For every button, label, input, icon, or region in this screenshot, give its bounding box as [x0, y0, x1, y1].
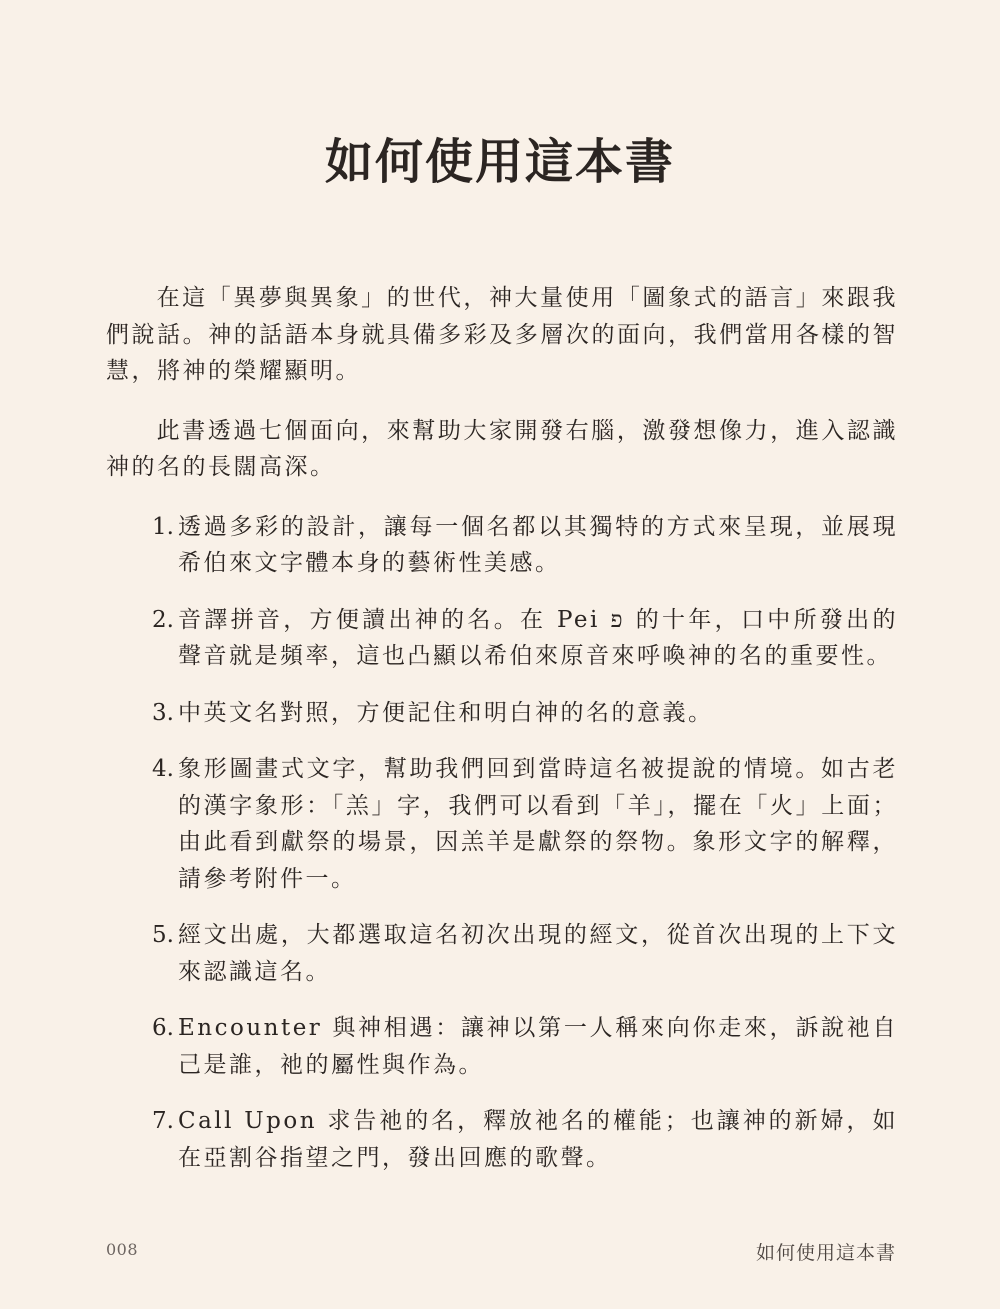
feature-list — [106, 509, 898, 1177]
list-item — [106, 1010, 898, 1083]
intro-paragraph-2: 此書透過七個面向，來幫助大家開發右腦，激發想像力，進入認識神的名的長闊高深。 — [106, 417, 898, 480]
page-body — [106, 280, 898, 1196]
intro-paragraph-1: 在這「異夢與異象」的世代，神大量使用「圖象式的語言」來跟我們說話。神的話語本身就具備多彩及多層次的面向，我們當用各樣的智慧，將神的榮耀顯明。 — [106, 285, 898, 384]
list-item-number: 7. — [152, 1108, 174, 1134]
page-number: 008 — [106, 1240, 139, 1259]
list-item-number: 1. — [152, 513, 174, 540]
list-item — [106, 1103, 898, 1176]
list-item-text: 象形圖畫式文字，幫助我們回到當時這名被提說的情境。如古老的漢字象形：「羔」字，我們可以看到「羊」，擺在「火」上面；由此看到獻祭的場景，因羔羊是獻祭的祭物。象形文字的解釋，請參考附件一。 — [178, 756, 898, 892]
list-item-number: 2. — [152, 606, 174, 633]
list-item — [106, 602, 898, 675]
list-item-number: 6. — [152, 1015, 174, 1041]
list-item-number: 3. — [152, 699, 174, 726]
list-item — [106, 509, 898, 582]
list-item — [106, 751, 898, 897]
list-item-text: Call Upon 求告祂的名，釋放祂名的權能；也讓神的新婦，如在亞割谷指望之門，發出回應的歌聲。 — [178, 1108, 898, 1171]
list-item-text: Encounter 與神相遇：讓神以第一人稱來向你走來，訴說祂自己是誰，祂的屬性與作為。 — [178, 1015, 898, 1078]
list-item-text: 中英文名對照，方便記住和明白神的名的意義。 — [178, 699, 714, 726]
list-item-text: 經文出處，大都選取這名初次出現的經文，從首次出現的上下文來認識這名。 — [178, 922, 898, 985]
running-title: 如何使用這本書 — [755, 1242, 896, 1264]
list-item-number: 5. — [152, 922, 174, 948]
list-item-text: 透過多彩的設計，讓每一個名都以其獨特的方式來呈現，並展現希伯來文字體本身的藝術性美感。 — [178, 513, 898, 576]
list-item — [106, 695, 898, 732]
list-item — [106, 917, 898, 990]
list-item-text: 音譯拼音，方便讀出神的名。在 Pei פ 的十年，口中所發出的聲音就是頻率，這也凸顯以希伯來原音來呼喚神的名的重要性。 — [178, 606, 898, 669]
list-item-number: 4. — [152, 756, 174, 782]
page-title: 如何使用這本書 — [324, 134, 675, 190]
